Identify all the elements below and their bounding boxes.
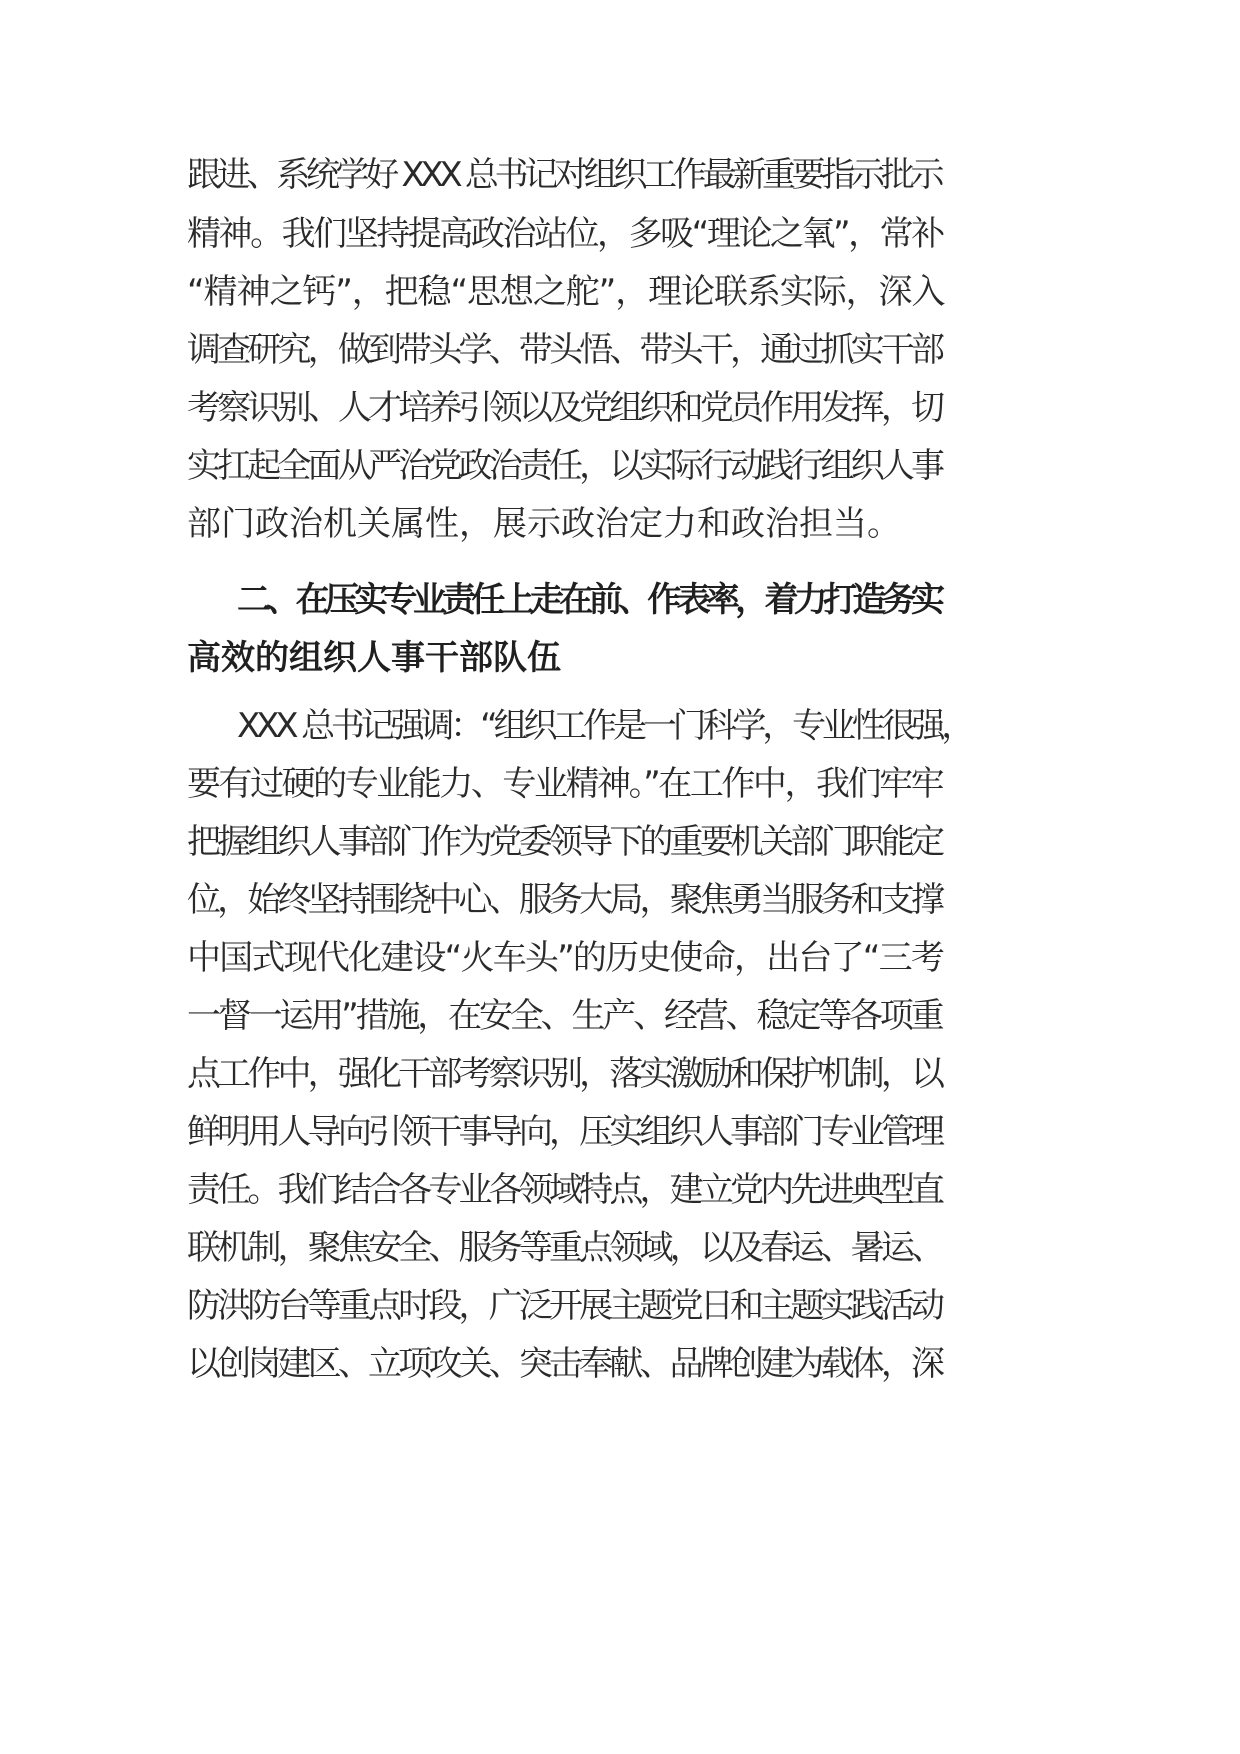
section-heading-line: 二、在压实专业责任上走在前、作表率，着力打造务实: [237, 580, 941, 620]
body-text-line: 以创岗建区、立项攻关、突击奉献、品牌创建为载体，深: [187, 1344, 942, 1384]
body-text-line: 精神。我们坚持提高政治站位，多吸“理论之氧”，常补: [187, 214, 943, 254]
body-text-line: 要有过硬的专业能力、专业精神。”在工作中，我们牢牢: [187, 764, 943, 804]
section-heading-line: 高效的组织人事干部队伍: [187, 638, 561, 678]
body-text-line: 把握组织人事部门作为党委领导下的重要机关部门职能定: [187, 822, 942, 862]
body-text-line: 责任。我们结合各专业各领域特点，建立党内先进典型直: [187, 1170, 942, 1210]
body-text-line: 跟进、系统学好 XXX 总书记对组织工作最新重要指示批示: [187, 155, 941, 195]
body-text-line: 调查研究，做到带头学、带头悟、带头干，通过抓实干部: [187, 330, 942, 370]
body-text-line: 中国式现代化建设“火车头”的历史使命，出台了“三考: [187, 938, 944, 978]
body-text-line: “精神之钙”，把稳“思想之舵”，理论联系实际，深入: [187, 272, 945, 312]
body-text-line: 鲜明用人导向引领干事导向，压实组织人事部门专业管理: [187, 1112, 942, 1152]
body-text-line: 联机制，聚焦安全、服务等重点领域，以及春运、暑运、: [187, 1228, 942, 1268]
body-text-line: 点工作中，强化干部考察识别，落实激励和保护机制，以: [187, 1054, 942, 1094]
body-text-line: 一督一运用”措施，在安全、生产、经营、稳定等各项重: [187, 996, 942, 1036]
body-text-line: 实扛起全面从严治党政治责任，以实际行动践行组织人事: [187, 446, 942, 486]
body-text-line: XXX 总书记强调：“组织工作是一门科学，专业性很强，: [237, 706, 972, 746]
body-text-line: 部门政治机关属性，展示政治定力和政治担当。: [187, 504, 901, 544]
body-text-line: 位，始终坚持围绕中心、服务大局，聚焦勇当服务和支撑: [187, 880, 942, 920]
body-text-line: 考察识别、人才培养引领以及党组织和党员作用发挥，切: [187, 388, 942, 428]
body-text-line: 防洪防台等重点时段，广泛开展主题党日和主题实践活动: [187, 1286, 942, 1326]
